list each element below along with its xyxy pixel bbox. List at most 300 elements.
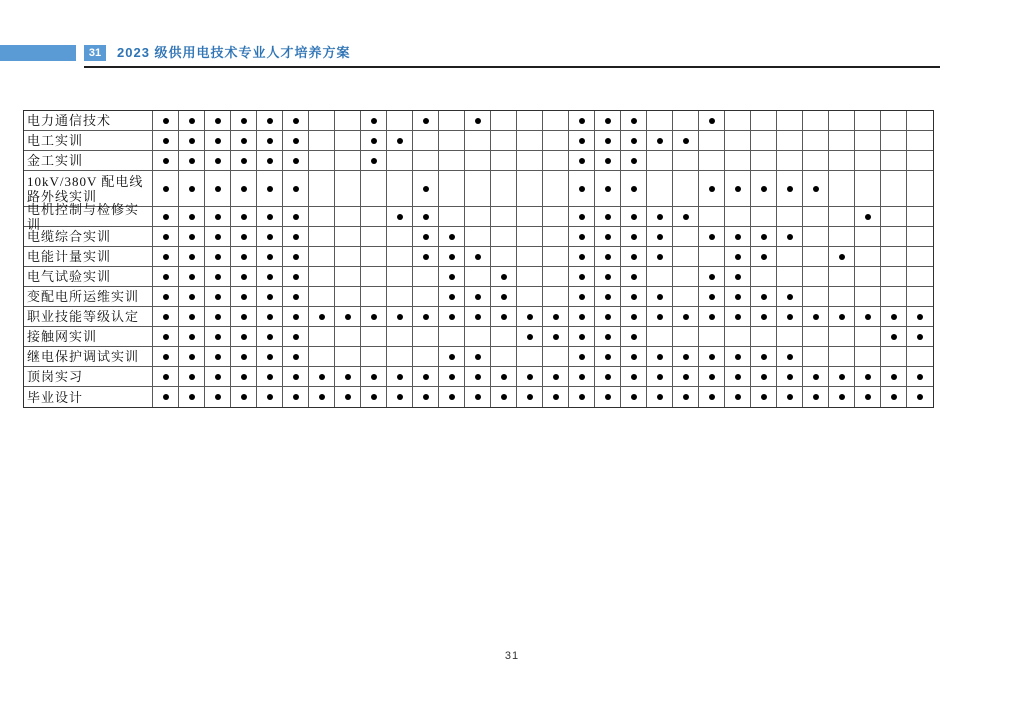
- matrix-cell: [335, 387, 361, 407]
- matrix-cell: [569, 247, 595, 267]
- table-row: [24, 367, 933, 387]
- matrix-cell: [335, 131, 361, 151]
- matrix-cell: [855, 267, 881, 287]
- bullet-dot-icon: [189, 138, 195, 144]
- bullet-dot-icon: [579, 334, 585, 340]
- bullet-dot-icon: [475, 314, 481, 320]
- matrix-cell: [725, 151, 751, 171]
- matrix-cell: [725, 171, 751, 207]
- matrix-cell: [439, 171, 465, 207]
- bullet-dot-icon: [579, 314, 585, 320]
- matrix-cell: [595, 387, 621, 407]
- matrix-cell: [231, 387, 257, 407]
- matrix-cell: [335, 327, 361, 347]
- matrix-cell: [179, 171, 205, 207]
- matrix-cell: [829, 151, 855, 171]
- course-name-cell: 电缆综合实训: [24, 227, 153, 247]
- bullet-dot-icon: [501, 294, 507, 300]
- table-row: [24, 131, 933, 151]
- matrix-cell: [283, 151, 309, 171]
- bullet-dot-icon: [605, 138, 611, 144]
- bullet-dot-icon: [215, 254, 221, 260]
- bullet-dot-icon: [761, 294, 767, 300]
- bullet-dot-icon: [761, 374, 767, 380]
- matrix-cell: [361, 247, 387, 267]
- matrix-cell: [517, 207, 543, 227]
- matrix-cell: [439, 367, 465, 387]
- matrix-cell: [153, 247, 179, 267]
- course-name-cell: 变配电所运维实训: [24, 287, 153, 307]
- matrix-cell: [413, 367, 439, 387]
- matrix-cell: [153, 151, 179, 171]
- matrix-cell: [257, 267, 283, 287]
- matrix-cell: [413, 111, 439, 131]
- course-name-cell: 顶岗实习: [24, 367, 153, 387]
- matrix-cell: [257, 131, 283, 151]
- matrix-cell: [569, 327, 595, 347]
- matrix-cell: [621, 111, 647, 131]
- matrix-cell: [257, 207, 283, 227]
- bullet-dot-icon: [189, 186, 195, 192]
- bullet-dot-icon: [319, 374, 325, 380]
- bullet-dot-icon: [267, 186, 273, 192]
- matrix-cell: [387, 347, 413, 367]
- matrix-cell: [907, 207, 933, 227]
- bullet-dot-icon: [423, 374, 429, 380]
- bullet-dot-icon: [605, 334, 611, 340]
- table-row: [24, 111, 933, 131]
- course-name-cell: 电气试验实训: [24, 267, 153, 287]
- matrix-cell: [543, 247, 569, 267]
- matrix-cell: [257, 307, 283, 327]
- matrix-cell: [595, 227, 621, 247]
- matrix-cell: [647, 151, 673, 171]
- matrix-cell: [335, 151, 361, 171]
- matrix-cell: [257, 387, 283, 407]
- matrix-cell: [621, 171, 647, 207]
- matrix-cell: [465, 207, 491, 227]
- bullet-dot-icon: [163, 158, 169, 164]
- matrix-cell: [751, 171, 777, 207]
- bullet-dot-icon: [267, 394, 273, 400]
- bullet-dot-icon: [709, 394, 715, 400]
- matrix-cell: [855, 387, 881, 407]
- matrix-cell: [439, 247, 465, 267]
- bullet-dot-icon: [267, 274, 273, 280]
- matrix-cell: [725, 111, 751, 131]
- bullet-dot-icon: [631, 374, 637, 380]
- matrix-cell: [231, 347, 257, 367]
- bullet-dot-icon: [371, 158, 377, 164]
- matrix-cell: [439, 207, 465, 227]
- matrix-cell: [803, 131, 829, 151]
- course-name-cell: 电工实训: [24, 131, 153, 151]
- matrix-cell: [283, 367, 309, 387]
- matrix-cell: [621, 327, 647, 347]
- bullet-dot-icon: [475, 374, 481, 380]
- bullet-dot-icon: [293, 158, 299, 164]
- matrix-cell: [361, 227, 387, 247]
- matrix-cell: [855, 247, 881, 267]
- matrix-cell: [673, 171, 699, 207]
- matrix-cell: [751, 387, 777, 407]
- matrix-cell: [257, 367, 283, 387]
- matrix-cell: [153, 227, 179, 247]
- matrix-cell: [777, 247, 803, 267]
- matrix-cell: [283, 227, 309, 247]
- matrix-cell: [491, 387, 517, 407]
- bullet-dot-icon: [631, 334, 637, 340]
- bullet-dot-icon: [527, 334, 533, 340]
- matrix-cell: [439, 151, 465, 171]
- bullet-dot-icon: [397, 214, 403, 220]
- matrix-cell: [699, 327, 725, 347]
- bullet-dot-icon: [579, 158, 585, 164]
- matrix-cell: [803, 327, 829, 347]
- matrix-cell: [413, 131, 439, 151]
- bullet-dot-icon: [449, 354, 455, 360]
- matrix-cell: [361, 387, 387, 407]
- matrix-cell: [595, 111, 621, 131]
- matrix-cell: [283, 307, 309, 327]
- bullet-dot-icon: [631, 254, 637, 260]
- matrix-cell: [829, 111, 855, 131]
- matrix-cell: [777, 111, 803, 131]
- bullet-dot-icon: [449, 234, 455, 240]
- bullet-dot-icon: [579, 118, 585, 124]
- matrix-cell: [829, 387, 855, 407]
- bullet-dot-icon: [761, 394, 767, 400]
- matrix-cell: [179, 247, 205, 267]
- matrix-cell: [595, 207, 621, 227]
- matrix-cell: [647, 227, 673, 247]
- matrix-cell: [153, 207, 179, 227]
- matrix-cell: [465, 387, 491, 407]
- bullet-dot-icon: [709, 274, 715, 280]
- bullet-dot-icon: [683, 214, 689, 220]
- bullet-dot-icon: [735, 314, 741, 320]
- bullet-dot-icon: [163, 314, 169, 320]
- bullet-dot-icon: [865, 214, 871, 220]
- bullet-dot-icon: [241, 314, 247, 320]
- matrix-cell: [569, 111, 595, 131]
- matrix-cell: [751, 307, 777, 327]
- bullet-dot-icon: [241, 138, 247, 144]
- matrix-cell: [439, 227, 465, 247]
- matrix-cell: [855, 327, 881, 347]
- matrix-cell: [725, 387, 751, 407]
- bullet-dot-icon: [631, 294, 637, 300]
- bullet-dot-icon: [891, 334, 897, 340]
- matrix-cell: [231, 367, 257, 387]
- matrix-cell: [881, 307, 907, 327]
- matrix-cell: [907, 267, 933, 287]
- bullet-dot-icon: [293, 374, 299, 380]
- matrix-cell: [361, 327, 387, 347]
- bullet-dot-icon: [319, 394, 325, 400]
- bullet-dot-icon: [475, 354, 481, 360]
- bullet-dot-icon: [657, 294, 663, 300]
- bullet-dot-icon: [787, 294, 793, 300]
- matrix-cell: [361, 111, 387, 131]
- header-rule: [84, 66, 940, 68]
- matrix-cell: [881, 367, 907, 387]
- bullet-dot-icon: [683, 394, 689, 400]
- matrix-cell: [257, 347, 283, 367]
- matrix-cell: [543, 207, 569, 227]
- bullet-dot-icon: [293, 334, 299, 340]
- bullet-dot-icon: [215, 354, 221, 360]
- matrix-cell: [205, 307, 231, 327]
- matrix-cell: [465, 111, 491, 131]
- matrix-cell: [751, 131, 777, 151]
- bullet-dot-icon: [163, 354, 169, 360]
- bullet-dot-icon: [917, 394, 923, 400]
- matrix-cell: [621, 387, 647, 407]
- matrix-cell: [647, 267, 673, 287]
- bullet-dot-icon: [709, 294, 715, 300]
- matrix-cell: [517, 171, 543, 207]
- matrix-cell: [205, 387, 231, 407]
- matrix-cell: [231, 227, 257, 247]
- matrix-cell: [387, 207, 413, 227]
- course-name-cell: 电能计量实训: [24, 247, 153, 267]
- matrix-cell: [283, 131, 309, 151]
- matrix-cell: [829, 227, 855, 247]
- bullet-dot-icon: [631, 186, 637, 192]
- matrix-cell: [465, 247, 491, 267]
- bullet-dot-icon: [241, 158, 247, 164]
- bullet-dot-icon: [813, 314, 819, 320]
- matrix-cell: [777, 387, 803, 407]
- footer-page-number: 31: [504, 650, 520, 662]
- bullet-dot-icon: [735, 254, 741, 260]
- bullet-dot-icon: [917, 334, 923, 340]
- matrix-cell: [647, 247, 673, 267]
- matrix-cell: [881, 267, 907, 287]
- matrix-cell: [361, 131, 387, 151]
- matrix-cell: [309, 247, 335, 267]
- bullet-dot-icon: [605, 186, 611, 192]
- bullet-dot-icon: [735, 374, 741, 380]
- bullet-dot-icon: [267, 354, 273, 360]
- matrix-cell: [335, 307, 361, 327]
- matrix-cell: [361, 347, 387, 367]
- bullet-dot-icon: [163, 138, 169, 144]
- matrix-cell: [413, 307, 439, 327]
- matrix-cell: [881, 347, 907, 367]
- bullet-dot-icon: [631, 234, 637, 240]
- matrix-cell: [673, 287, 699, 307]
- matrix-cell: [881, 151, 907, 171]
- matrix-cell: [543, 347, 569, 367]
- matrix-cell: [699, 227, 725, 247]
- matrix-cell: [439, 387, 465, 407]
- matrix-cell: [595, 151, 621, 171]
- matrix-cell: [699, 131, 725, 151]
- matrix-cell: [673, 307, 699, 327]
- matrix-cell: [569, 347, 595, 367]
- bullet-dot-icon: [865, 314, 871, 320]
- matrix-cell: [517, 307, 543, 327]
- bullet-dot-icon: [241, 214, 247, 220]
- bullet-dot-icon: [865, 394, 871, 400]
- bullet-dot-icon: [917, 374, 923, 380]
- bullet-dot-icon: [449, 254, 455, 260]
- bullet-dot-icon: [293, 394, 299, 400]
- matrix-cell: [803, 247, 829, 267]
- matrix-cell: [829, 367, 855, 387]
- matrix-cell: [231, 207, 257, 227]
- bullet-dot-icon: [579, 254, 585, 260]
- matrix-cell: [283, 327, 309, 347]
- bullet-dot-icon: [657, 214, 663, 220]
- matrix-cell: [465, 347, 491, 367]
- matrix-cell: [881, 287, 907, 307]
- bullet-dot-icon: [657, 394, 663, 400]
- matrix-cell: [543, 287, 569, 307]
- matrix-cell: [413, 287, 439, 307]
- matrix-cell: [387, 247, 413, 267]
- matrix-cell: [309, 267, 335, 287]
- matrix-cell: [335, 267, 361, 287]
- bullet-dot-icon: [345, 374, 351, 380]
- matrix-cell: [595, 347, 621, 367]
- matrix-cell: [439, 327, 465, 347]
- table-row: [24, 201, 933, 232]
- matrix-cell: [517, 327, 543, 347]
- matrix-cell: [283, 171, 309, 207]
- matrix-cell: [491, 367, 517, 387]
- matrix-cell: [491, 171, 517, 207]
- bullet-dot-icon: [397, 138, 403, 144]
- matrix-cell: [465, 131, 491, 151]
- bullet-dot-icon: [267, 314, 273, 320]
- matrix-cell: [673, 247, 699, 267]
- matrix-cell: [491, 151, 517, 171]
- bullet-dot-icon: [657, 314, 663, 320]
- matrix-cell: [517, 227, 543, 247]
- matrix-cell: [491, 267, 517, 287]
- matrix-cell: [881, 171, 907, 207]
- bullet-dot-icon: [215, 158, 221, 164]
- matrix-cell: [855, 151, 881, 171]
- bullet-dot-icon: [891, 374, 897, 380]
- bullet-dot-icon: [241, 118, 247, 124]
- matrix-cell: [361, 367, 387, 387]
- matrix-cell: [699, 247, 725, 267]
- matrix-cell: [517, 287, 543, 307]
- bullet-dot-icon: [423, 314, 429, 320]
- matrix-cell: [855, 307, 881, 327]
- matrix-cell: [179, 367, 205, 387]
- matrix-cell: [647, 347, 673, 367]
- matrix-cell: [777, 227, 803, 247]
- bullet-dot-icon: [527, 314, 533, 320]
- matrix-cell: [231, 307, 257, 327]
- matrix-cell: [413, 387, 439, 407]
- bullet-dot-icon: [423, 234, 429, 240]
- matrix-cell: [309, 227, 335, 247]
- matrix-cell: [569, 131, 595, 151]
- matrix-cell: [153, 347, 179, 367]
- matrix-cell: [907, 327, 933, 347]
- bullet-dot-icon: [683, 138, 689, 144]
- matrix-cell: [543, 171, 569, 207]
- matrix-cell: [751, 207, 777, 227]
- matrix-cell: [777, 151, 803, 171]
- bullet-dot-icon: [397, 394, 403, 400]
- matrix-cell: [751, 151, 777, 171]
- bullet-dot-icon: [917, 314, 923, 320]
- bullet-dot-icon: [345, 314, 351, 320]
- bullet-dot-icon: [579, 186, 585, 192]
- matrix-cell: [881, 131, 907, 151]
- matrix-cell: [855, 227, 881, 247]
- matrix-cell: [647, 287, 673, 307]
- matrix-cell: [465, 287, 491, 307]
- bullet-dot-icon: [241, 334, 247, 340]
- bullet-dot-icon: [371, 394, 377, 400]
- matrix-cell: [803, 307, 829, 327]
- bullet-dot-icon: [553, 394, 559, 400]
- bullet-dot-icon: [605, 374, 611, 380]
- bullet-dot-icon: [501, 274, 507, 280]
- bullet-dot-icon: [605, 294, 611, 300]
- bullet-dot-icon: [345, 394, 351, 400]
- matrix-cell: [309, 111, 335, 131]
- matrix-cell: [595, 307, 621, 327]
- bullet-dot-icon: [579, 234, 585, 240]
- matrix-cell: [855, 207, 881, 227]
- matrix-cell: [231, 131, 257, 151]
- bullet-dot-icon: [319, 314, 325, 320]
- matrix-cell: [257, 171, 283, 207]
- bullet-dot-icon: [891, 394, 897, 400]
- matrix-cell: [907, 227, 933, 247]
- matrix-cell: [699, 367, 725, 387]
- bullet-dot-icon: [215, 138, 221, 144]
- matrix-cell: [179, 267, 205, 287]
- bullet-dot-icon: [293, 186, 299, 192]
- bullet-dot-icon: [189, 294, 195, 300]
- matrix-cell: [881, 327, 907, 347]
- bullet-dot-icon: [761, 254, 767, 260]
- bullet-dot-icon: [267, 234, 273, 240]
- matrix-cell: [517, 131, 543, 151]
- matrix-cell: [621, 131, 647, 151]
- matrix-cell: [621, 307, 647, 327]
- bullet-dot-icon: [761, 234, 767, 240]
- bullet-dot-icon: [423, 118, 429, 124]
- matrix-cell: [777, 171, 803, 207]
- matrix-cell: [543, 227, 569, 247]
- bullet-dot-icon: [397, 314, 403, 320]
- matrix-cell: [439, 131, 465, 151]
- bullet-dot-icon: [475, 118, 481, 124]
- matrix-cell: [751, 287, 777, 307]
- bullet-dot-icon: [709, 118, 715, 124]
- bullet-dot-icon: [215, 394, 221, 400]
- bullet-dot-icon: [163, 294, 169, 300]
- bullet-dot-icon: [397, 374, 403, 380]
- matrix-cell: [777, 207, 803, 227]
- bullet-dot-icon: [241, 394, 247, 400]
- bullet-dot-icon: [605, 354, 611, 360]
- bullet-dot-icon: [267, 118, 273, 124]
- matrix-cell: [829, 247, 855, 267]
- matrix-cell: [491, 131, 517, 151]
